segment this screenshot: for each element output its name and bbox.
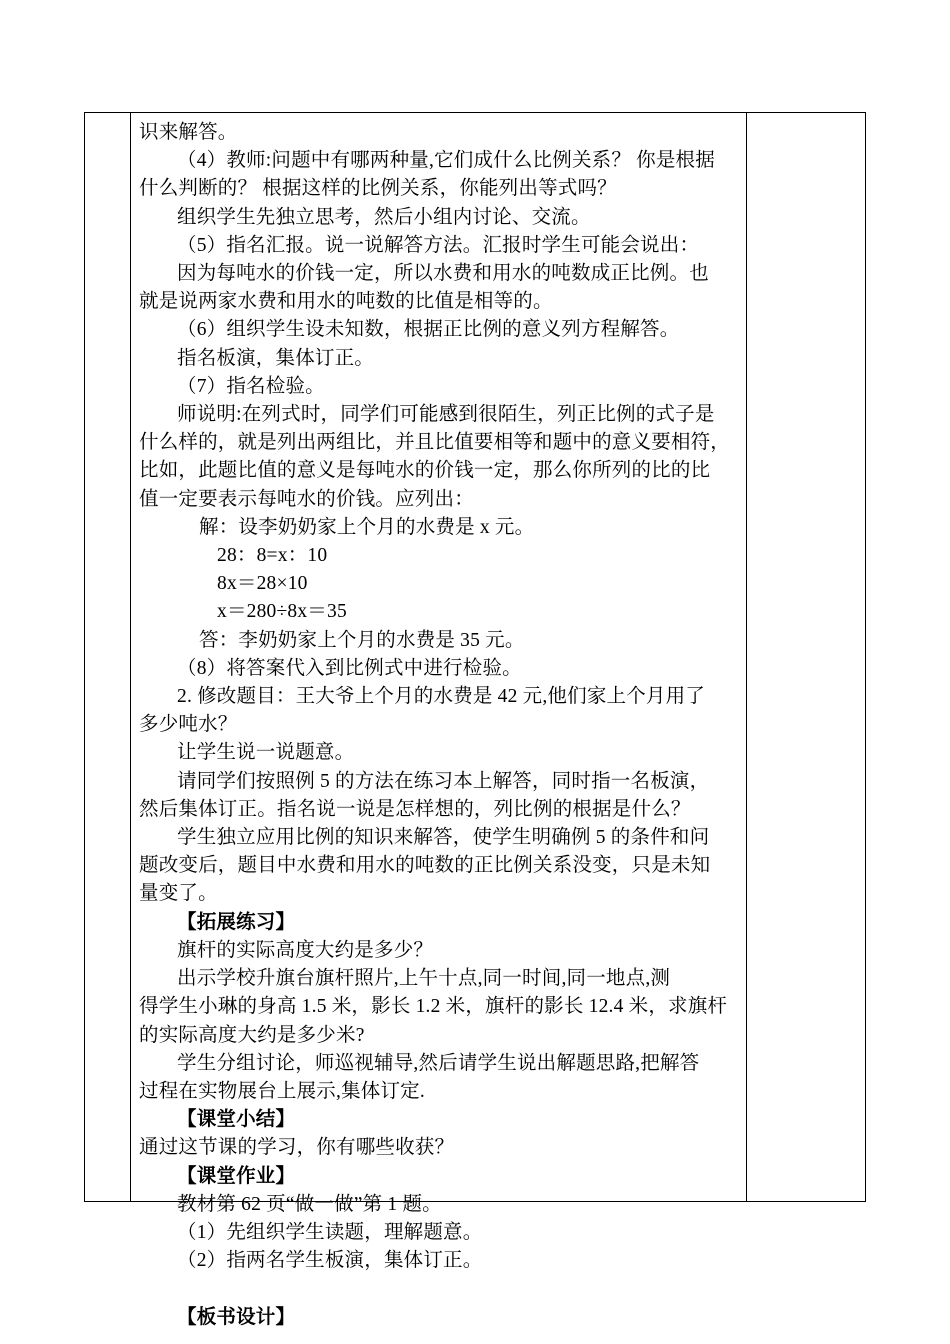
text-line: 教材第 62 页“做一做”第 1 题。 [177, 1193, 442, 1215]
section-heading-class-homework: 【课堂作业】 [177, 1165, 296, 1187]
text-line: 出示学校升旗台旗杆照片,上午十点,同一时间,同一地点,测 [177, 968, 671, 990]
text-line: 然后集体订正。指名说一说是怎样想的，列比例的根据是什么？ [139, 798, 691, 820]
text-line: 什么判断的？ 根据这样的比例关系，你能列出等式吗？ [139, 178, 617, 200]
text-line: 指名板演，集体订正。 [177, 347, 375, 369]
text-line: （4）教师:问题中有哪两种量,它们成什么比例关系？ 你是根据 [177, 150, 715, 172]
text-line-solution: 解：设李奶奶家上个月的水费是 x 元。 [199, 516, 535, 538]
text-line-answer: 答：李奶奶家上个月的水费是 35 元。 [199, 629, 525, 651]
text-line: 什么样的，就是列出两组比，并且比值要相等和题中的意义要相符， [139, 432, 731, 454]
text-line: （2）指两名学生板演，集体订正。 [177, 1250, 483, 1272]
text-line: 旗杆的实际高度大约是多少？ [177, 939, 434, 961]
text-line: 过程在实物展台上展示,集体订定. [139, 1080, 425, 1102]
table-column-content [131, 113, 747, 1328]
equation-line: 28：8=x：10 [217, 545, 328, 567]
text-line: 值一定要表示每吨水的价钱。应列出： [139, 488, 474, 510]
equation-line: x＝280÷8x＝35 [217, 601, 347, 623]
lesson-plan-table [84, 112, 866, 1328]
section-heading-board-design: 【板书设计】 [177, 1306, 296, 1328]
text-line: 就是说两家水费和用水的吨数的比值是相等的。 [139, 291, 553, 313]
text-line: 量变了。 [139, 883, 218, 905]
text-line: 2. 修改题目：王大爷上个月的水费是 42 元,他们家上个月用了 [177, 686, 706, 708]
text-line-blank [139, 1275, 736, 1303]
text-line: （1）先组织学生读题，理解题意。 [177, 1221, 483, 1243]
text-line: 因为每吨水的价钱一定，所以水费和用水的吨数成正比例。也 [177, 263, 709, 285]
text-line: 请同学们按照例 5 的方法在练习本上解答，同时指一名板演， [177, 770, 710, 792]
text-line: 学生独立应用比例的知识来解答，使学生明确例 5 的条件和问 [177, 827, 710, 849]
text-line: 通过这节课的学习，你有哪些收获？ [139, 1137, 455, 1159]
table-column-right-blank [747, 113, 865, 1201]
section-heading-class-summary: 【课堂小结】 [177, 1109, 296, 1131]
text-line: （8）将答案代入到比例式中进行检验。 [177, 657, 522, 679]
equation-line: 8x＝28×10 [217, 573, 308, 595]
text-line: 识来解答。 [139, 122, 238, 143]
table-column-left-blank [85, 113, 131, 1201]
text-line: 让学生说一说题意。 [177, 742, 355, 764]
text-line: 得学生小琳的身高 1.5 米，影长 1.2 米，旗杆的影长 12.4 米，求旗杆 [139, 996, 728, 1018]
text-line: 题改变后，题目中水费和用水的吨数的正比例关系没变，只是未知 [139, 855, 711, 877]
text-line: 组织学生先独立思考，然后小组内讨论、交流。 [177, 206, 591, 228]
text-line: （7）指名检验。 [177, 375, 325, 397]
text-line: （6）组织学生设未知数，根据正比例的意义列方程解答。 [177, 319, 680, 341]
text-line: 多少吨水？ [139, 714, 238, 736]
text-line: 比如，此题比值的意义是每吨水的价钱一定，那么你所列的比的比 [139, 460, 711, 482]
text-line: 的实际高度大约是多少米? [139, 1024, 365, 1046]
text-line: 学生分组讨论，师巡视辅导,然后请学生说出解题思路,把解答 [177, 1052, 700, 1074]
text-line: （5）指名汇报。说一说解答方法。汇报时学生可能会说出： [177, 234, 700, 256]
section-heading-extension-practice: 【拓展练习】 [177, 911, 296, 933]
text-line: 师说明:在列式时，同学们可能感到很陌生，列正比例的式子是 [177, 404, 715, 426]
